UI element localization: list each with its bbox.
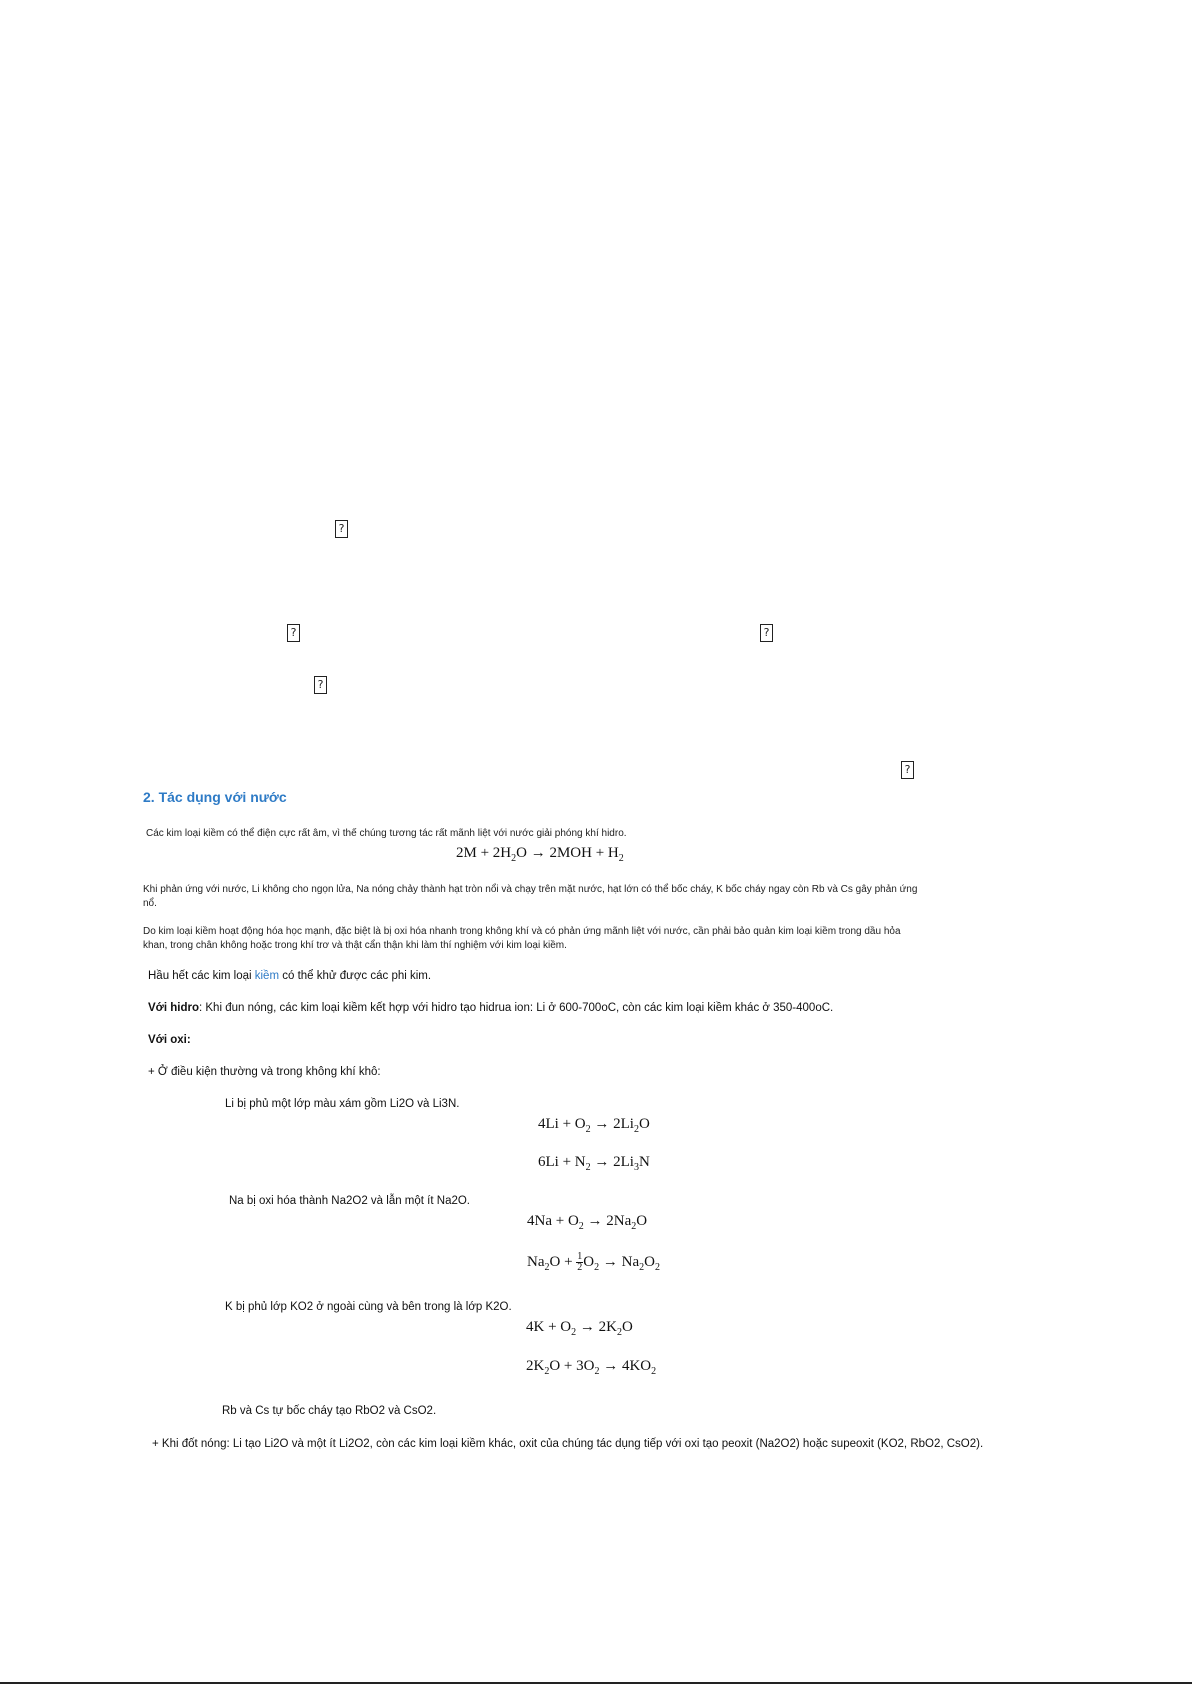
broken-image-icon: ?	[760, 624, 773, 642]
intro-text: Các kim loại kiềm có thể điện cực rất âm, vì thế chúng tương tác rất mãnh liệt với nước giải phóng khí hidro.	[146, 828, 627, 839]
equation-na-o2: $4Na + O_2 \to 2Na_2O$	[527, 1213, 648, 1232]
equation-k-o2: $4K + O_2 \to 2K_2O$	[526, 1319, 633, 1338]
nonmetal-text: Hầu hết các kim loại kiềm có thể khử được các phi kim.	[148, 970, 432, 982]
rb-cs-text: Rb và Cs tự bốc cháy tạo RbO2 và CsO2.	[222, 1405, 437, 1417]
equation-water: $2M + 2H_2O \to 2MOH + H_2$	[456, 845, 624, 864]
dry-air-text: + Ở điều kiện thường và trong không khí khô:	[148, 1066, 381, 1078]
broken-image-icon: ?	[901, 761, 914, 779]
equation-li-o2: $4Li + O_2 \to 2Li_2O$	[538, 1116, 650, 1135]
fraction-half: $\frac{1}{2}$	[577, 1251, 583, 1273]
broken-image-icon: ?	[314, 676, 327, 694]
broken-image-icon: ?	[287, 624, 300, 642]
li-text: Li bị phủ một lớp màu xám gồm Li2O và Li3N.	[225, 1098, 460, 1110]
equation-li-n2: $6Li + N_2 \to 2Li_3N$	[538, 1154, 650, 1173]
hydro-text: Với hidro: Khi đun nóng, các kim loại kiềm kết hợp với hidro tạo hidrua ion: Li ở 600-700oC, còn các kim loại kiềm khác ở 350-400oC.	[148, 1002, 834, 1014]
equation-k2o-o2: $2K_2O + 3O_2 \to 4KO_2$	[526, 1358, 657, 1377]
equation-na2o-o2: $Na_2O$ + $\frac{1}{2}$ $O_2 \to Na_2O_2$	[527, 1251, 660, 1273]
page-bottom-rule	[0, 1682, 1192, 1684]
section-heading: 2. Tác dụng với nước	[143, 789, 287, 805]
na-text: Na bị oxi hóa thành Na2O2 và lẫn một ít Na2O.	[229, 1195, 470, 1207]
kiem-link[interactable]: kiềm	[254, 970, 280, 982]
heating-text: + Khi đốt nóng: Li tạo Li2O và một ít Li2O2, còn các kim loại kiềm khác, oxit của chúng tác dụng tiếp với oxi tạo peoxit (Na2O2) hoặc supeoxit (KO2, RbO2, CsO2).	[152, 1438, 984, 1450]
oxy-label: Với oxi:	[148, 1034, 191, 1046]
broken-image-icon: ?	[335, 520, 348, 538]
paragraph-line: Khi phản ứng với nước, Li không cho ngọn lửa, Na nóng chảy thành hạt tròn nổi và chạy trên mặt nước, hạt lớn có thể bốc cháy, K bốc cháy ngay còn Rb và Cs gây phản ứng	[143, 884, 918, 895]
paragraph-line: Do kim loại kiềm hoạt động hóa học mạnh, đặc biệt là bị oxi hóa nhanh trong không khí và có phản ứng mãnh liệt với nước, cần phải bảo quản kim loại kiềm trong dầu hỏa	[143, 926, 901, 937]
paragraph-line: nổ.	[143, 898, 157, 909]
k-text: K bị phủ lớp KO2 ở ngoài cùng và bên trong là lớp K2O.	[225, 1301, 512, 1313]
paragraph-line: khan, trong chân không hoặc trong khí trơ và thật cẩn thận khi làm thí nghiệm với kim loại kiềm.	[143, 940, 567, 951]
